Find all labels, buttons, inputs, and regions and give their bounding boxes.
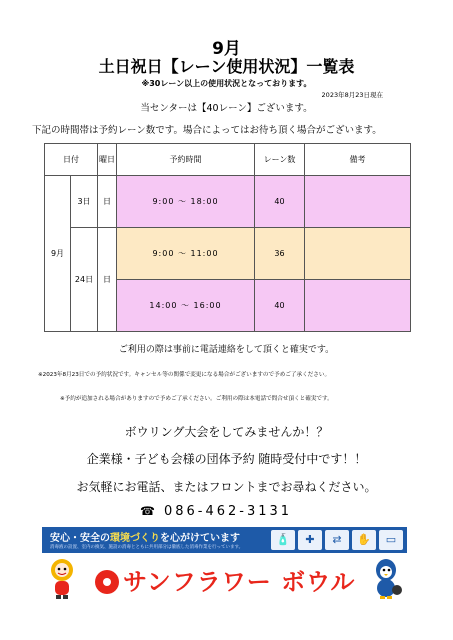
spray-icon: ✚ (298, 530, 322, 550)
day-cell: 3日 (71, 176, 98, 228)
time-cell: 9:00 ～ 18:00 (117, 176, 255, 228)
phone-text: 086-462-3131 (163, 504, 293, 519)
promo-line-2: 企業様・子ども会様の団体予約 随時受付中です！！ (86, 452, 367, 466)
lane-usage-table (44, 143, 411, 332)
flower-icon (95, 570, 119, 594)
as-of-date: 2023年8月23日現在 (321, 91, 383, 99)
sunflower-mascot-image (44, 556, 80, 600)
banner-title-a: 安心・安全の (50, 533, 110, 544)
mask-icon: ▭ (379, 530, 403, 550)
confirm-note: ご利用の際は事前に電話連絡をして頂くと確実です。 (118, 345, 335, 355)
disclaimer-1: ※2023年8月23日での予約状況です。キャンセル等の関係で変更になる場合がございますので予めご了承ください。 (38, 372, 331, 378)
promo-line-1: ボウリング大会をしてみませんか！？ (124, 425, 329, 439)
promo-line-3: お気軽にお電話、またはフロントまでお尋ねください。 (76, 480, 377, 494)
phone-number[interactable] (140, 504, 292, 519)
hand-wash-icon: ✋ (352, 530, 376, 550)
banner-title-c: を心がけています (160, 533, 240, 544)
sanitizer-icon: 🧴 (271, 530, 295, 550)
remarks-cell (305, 228, 411, 280)
page-title: 土日祝日【レーン使用状況】一覧表 (98, 57, 355, 76)
time-cell: 14:00 ～ 16:00 (117, 280, 255, 332)
header-lanes: レーン数 (255, 144, 305, 176)
weekday-cell: 日 (98, 228, 117, 332)
note-30-lanes: ※30レーン以上の使用状況となっております。 (141, 79, 312, 88)
day-cell: 24日 (71, 228, 98, 332)
center-lanes-info: 当センターは【40レーン】ございます。 (140, 103, 313, 114)
reservation-note: 下記の時間帯は予約レーン数です。場合によってはお待ち頂く場合がございます。 (32, 125, 382, 136)
banner-icons (271, 530, 403, 550)
table-row (45, 228, 411, 280)
month-heading: 9月 (212, 39, 241, 59)
header-weekday: 曜日 (98, 144, 117, 176)
banner-title (50, 529, 240, 544)
remarks-cell (305, 280, 411, 332)
sunflower-bowl-logo (95, 562, 355, 597)
banner-subtext: 消毒液の設置、室内の換気、施設の消毒とともに共用部分は徹底した消毒作業を行っています。 (50, 545, 244, 550)
lanes-cell: 40 (255, 280, 305, 332)
month-cell: 9月 (45, 176, 71, 332)
header-date: 日付 (45, 144, 98, 176)
remarks-cell (305, 176, 411, 228)
table-header-row (45, 144, 411, 176)
weekday-cell: 日 (98, 176, 117, 228)
ventilation-icon: ⇄ (325, 530, 349, 550)
phone-icon: ☎ (140, 504, 158, 518)
time-cell: 9:00 ～ 11:00 (117, 228, 255, 280)
banner-title-b: 環境づくり (110, 533, 160, 544)
logo-text: サンフラワー ボウル (123, 568, 356, 596)
lanes-cell: 36 (255, 228, 305, 280)
penguin-mascot-image (368, 556, 404, 600)
table-row (45, 176, 411, 228)
header-time: 予約時間 (117, 144, 255, 176)
lanes-cell: 40 (255, 176, 305, 228)
safety-banner (42, 527, 407, 553)
disclaimer-2: ※予約が追加される場合がありますので予めご了承ください。ご利用の際は本電話で問合せ頂くと確実です。 (60, 396, 333, 402)
header-remarks: 備考 (305, 144, 411, 176)
